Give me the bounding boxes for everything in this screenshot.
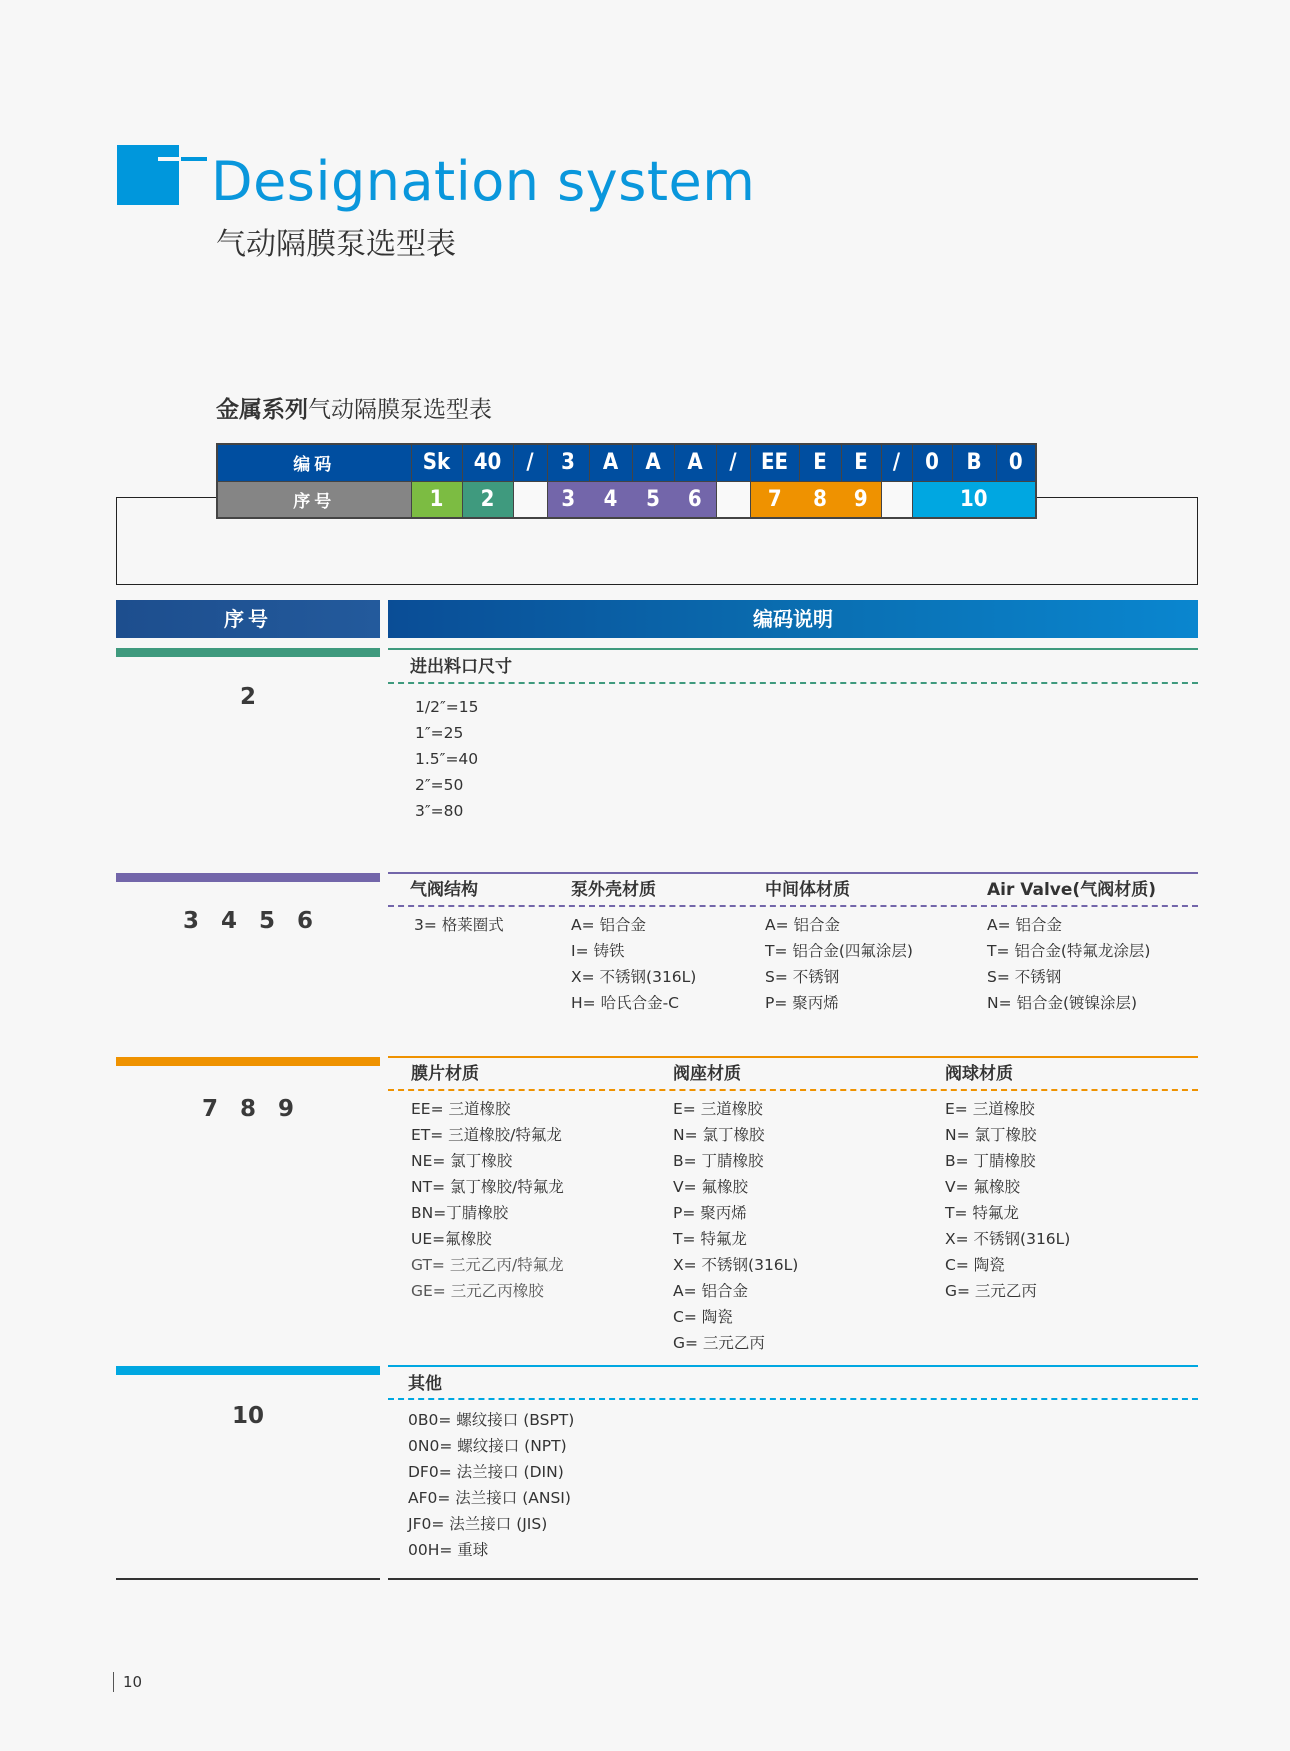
section-bar [116,1057,380,1066]
dashed-divider [388,1398,1198,1400]
list-item: C= 陶瓷 [945,1256,1005,1274]
code-cell: Sk [411,444,462,481]
section-bar [116,1366,380,1375]
section-bar [116,873,380,882]
logo-square-icon [117,145,179,205]
index-cell: 8 [799,481,841,518]
index-cell: 10 [912,481,1036,518]
list-item: N= 铝合金(镀镍涂层) [987,994,1138,1012]
index-row [217,481,1036,518]
list-item: P= 聚丙烯 [673,1204,747,1222]
group-valve-structure [410,878,504,938]
list-item: ET= 三道橡胶/特氟龙 [411,1126,562,1144]
column-header-description: 编码说明 [388,600,1198,638]
code-cell: A [589,444,632,481]
list-item: 00H= 重球 [408,1541,489,1559]
list-item: T= 特氟龙 [673,1230,747,1248]
list-item: UE=氟橡胶 [411,1230,492,1248]
index-cell: 1 [411,481,462,518]
section-title-normal: 气动隔膜泵选型表 [308,397,492,423]
list-item: N= 氯丁橡胶 [673,1126,765,1144]
code-cell: B [952,444,996,481]
code-cell: 3 [547,444,589,481]
page-number: 10 [123,1673,143,1691]
code-cell: A [632,444,674,481]
list-item: X= 不锈钢(316L) [673,1256,799,1274]
bottom-rule-right [388,1578,1198,1580]
dashed-divider [388,682,1198,684]
section-title-bold: 金属系列 [216,397,308,423]
list-item: H= 哈氏合金-C [571,994,679,1012]
index-cell: 5 [632,481,674,518]
group-valve-ball-material [945,1062,1070,1304]
list-item: T= 特氟龙 [945,1204,1019,1222]
list-item: GT= 三元乙丙/特氟龙 [411,1256,564,1274]
list-item: 0B0= 螺纹接口 (BSPT) [408,1411,575,1429]
list-item: 2″=50 [415,776,464,794]
list-item: 1/2″=15 [415,698,479,716]
section-number: 10 [231,1403,264,1429]
list-item: DF0= 法兰接口 (DIN) [408,1463,564,1481]
group-items [408,1407,574,1563]
bottom-rule-left [116,1578,380,1580]
list-item: X= 不锈钢(316L) [945,1230,1071,1248]
section-number: 7 8 9 [201,1096,295,1122]
group-diaphragm-material [411,1062,564,1304]
list-item: S= 不锈钢 [765,968,840,986]
list-item: E= 三道橡胶 [945,1100,1035,1118]
group-label: 进出料口尺寸 [410,657,512,677]
group-items [415,694,478,824]
list-item: V= 氟橡胶 [945,1178,1021,1196]
index-cell-blank [716,481,750,518]
list-item: T= 铝合金(特氟龙涂层) [987,942,1151,960]
column-header-index: 序号 [116,600,380,638]
code-cell: E [799,444,841,481]
group-label: 泵外壳材质 [571,880,656,900]
group-air-valve-material [987,878,1156,1016]
code-cell: / [881,444,912,481]
list-item: A= 铝合金 [765,916,841,934]
index-cell: 7 [750,481,799,518]
list-item: N= 氯丁橡胶 [945,1126,1037,1144]
index-cell: 2 [462,481,513,518]
code-cell: A [674,444,716,481]
list-item: C= 陶瓷 [673,1308,733,1326]
code-cell: EE [750,444,799,481]
list-item: B= 丁腈橡胶 [945,1152,1036,1170]
list-item: 3= 格莱圈式 [414,916,504,934]
list-item: S= 不锈钢 [987,968,1062,986]
list-item: EE= 三道橡胶 [411,1100,511,1118]
list-item: 3″=80 [415,802,464,820]
section-line [388,648,1198,650]
group-label: 阀球材质 [945,1064,1013,1084]
group-label: 膜片材质 [411,1064,479,1084]
list-item: NE= 氯丁橡胶 [411,1152,513,1170]
section-number: 2 [239,684,256,710]
index-cell: 6 [674,481,716,518]
section-line [388,1365,1198,1367]
list-item: T= 铝合金(四氟涂层) [765,942,913,960]
page-subtitle: 气动隔膜泵选型表 [216,227,456,262]
group-label: 其他 [408,1374,442,1394]
logo-bar [181,157,207,161]
group-label: Air Valve(气阀材质) [987,880,1156,900]
list-item: V= 氟橡胶 [673,1178,749,1196]
list-item: BN=丁腈橡胶 [411,1204,509,1222]
page-number-tick [113,1672,114,1692]
list-item: X= 不锈钢(316L) [571,968,697,986]
list-item: 1″=25 [415,724,464,742]
list-item: GE= 三元乙丙橡胶 [411,1282,544,1300]
list-item: B= 丁腈橡胶 [673,1152,764,1170]
index-cell: 9 [841,481,881,518]
code-cell: E [841,444,881,481]
list-item: AF0= 法兰接口 (ANSI) [408,1489,571,1507]
list-item: P= 聚丙烯 [765,994,839,1012]
section-title [216,393,492,427]
code-cell: 0 [912,444,952,481]
code-cell: 0 [996,444,1036,481]
group-label: 气阀结构 [410,880,478,900]
index-cell-blank [513,481,547,518]
list-item: G= 三元乙丙 [673,1334,765,1352]
list-item: NT= 氯丁橡胶/特氟龙 [411,1178,564,1196]
list-item: 1.5″=40 [415,750,479,768]
list-item: E= 三道橡胶 [673,1100,763,1118]
list-item: 0N0= 螺纹接口 (NPT) [408,1437,567,1455]
section-bar [116,648,380,657]
list-item: A= 铝合金 [987,916,1063,934]
index-cell-blank [881,481,912,518]
code-row [217,444,1036,481]
list-item: JF0= 法兰接口 (JIS) [408,1515,548,1533]
page-title: Designation system [211,150,756,213]
index-cell: 4 [589,481,632,518]
code-cell: / [513,444,547,481]
logo-notch [158,157,181,161]
index-row-label: 序号 [217,481,411,518]
group-label: 阀座材质 [673,1064,741,1084]
code-row-label: 编码 [217,444,411,481]
code-cell: 40 [462,444,513,481]
section-line [388,1056,1198,1058]
list-item: A= 铝合金 [673,1282,749,1300]
list-item: A= 铝合金 [571,916,647,934]
index-cell: 3 [547,481,589,518]
group-label: 中间体材质 [765,880,850,900]
list-item: G= 三元乙丙 [945,1282,1037,1300]
group-valve-seat-material [673,1062,798,1356]
section-line [388,872,1198,874]
code-table [216,443,1037,519]
group-housing-material [571,878,696,1016]
code-cell: / [716,444,750,481]
group-center-body-material [765,878,913,1016]
section-number: 3 4 5 6 [182,908,314,934]
list-item: I= 铸铁 [571,942,625,960]
